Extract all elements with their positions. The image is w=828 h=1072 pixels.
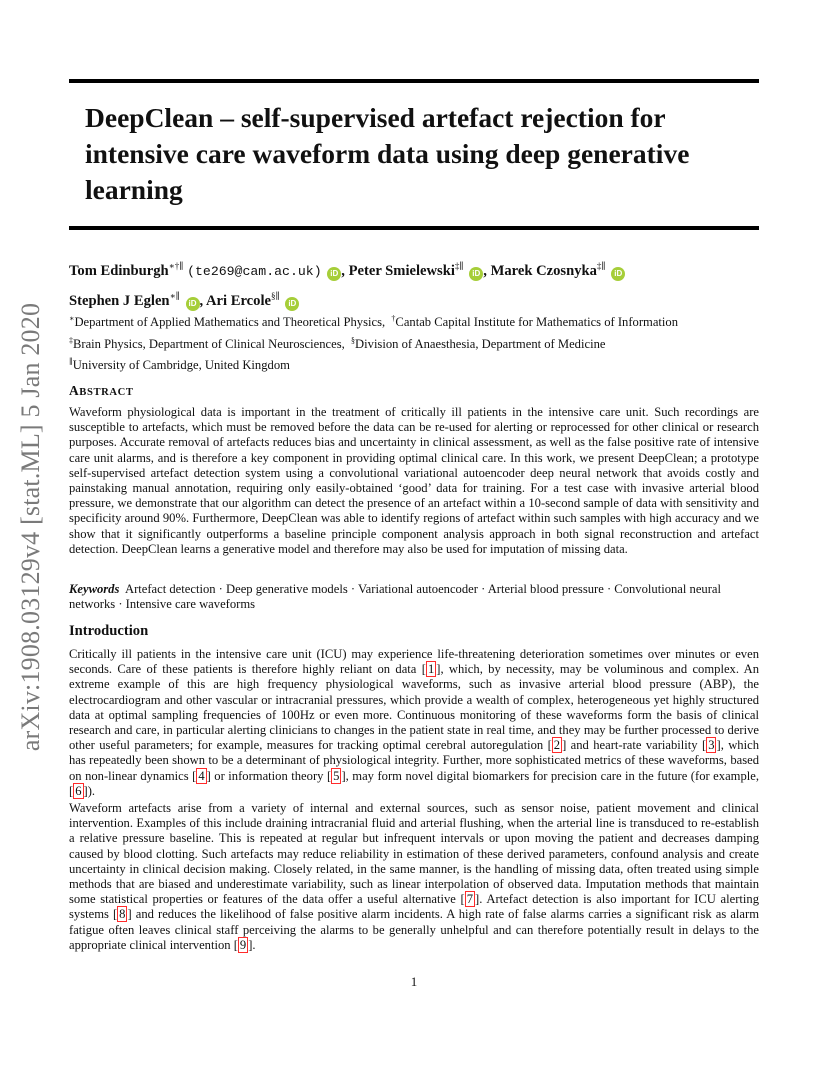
author-separator: , bbox=[341, 263, 345, 279]
author-name: Marek Czosnyka bbox=[490, 263, 597, 279]
paragraph-text: and heart-rate variability bbox=[566, 738, 702, 753]
affiliation-text: Brain Physics, Department of Clinical Neurosciences, bbox=[73, 336, 345, 351]
keywords-text: Artefact detection · Deep generative models · Variational autoencoder · Arterial blood pressure · Convolutional neural networks · Intensive care waveforms bbox=[69, 582, 721, 612]
author-marks: ∗∥ bbox=[169, 291, 180, 301]
paragraph-text: ). bbox=[87, 783, 96, 798]
arxiv-stamp-text: arXiv:1908.03129v4 [stat.ML] 5 Jan 2020 bbox=[16, 302, 45, 752]
title-bottom-rule bbox=[69, 226, 759, 230]
affiliation-mark: ∥ bbox=[69, 357, 73, 366]
author-separator: , bbox=[483, 263, 487, 279]
author-name: Tom Edinburgh bbox=[69, 263, 169, 279]
affiliation-text: University of Cambridge, United Kingdom bbox=[72, 358, 290, 372]
paragraph-text: . bbox=[252, 937, 256, 952]
author-marks: ‡∥ bbox=[596, 261, 606, 271]
abstract-text: Waveform physiological data is important in the treatment of critically ill patients in the intensive care unit. Such recordings are susceptible to artefacts, which must be removed before the data can be re-used for alerting or reprocessed for other clinical or research purposes. Accurate removal of artefacts reduces bias and uncertainty in clinical assessment, as well as the false positive rate of intensive care unit alarms, and is therefore a key component in providing optimal clinical care. In this work, we present DeepClean; a prototype self-supervised artefact detection system using a convolutional variational autoencoder deep neural network that avoids costly and painstaking manual annotation, requiring only easily-obtained ‘good’ data for training. For a test case with invasive arterial blood pressure, we demonstrate that our algorithm can detect the presence of an artefact within a 10-second sample of data with sensitivity and specificity around 90%. Furthermore, DeepClean was able to identify regions of artefact within such samples with high accuracy and we show that it significantly outperforms a baseline principle component analysis approach in both signal reconstruction and artefact detection. DeepClean learns a generative model and therefore may also be used for imputation of missing data. bbox=[69, 405, 759, 556]
intro-paragraph-2: Waveform artefacts arise from a variety of internal and external sources, such as sensor noise, patient movement and clinical intervention. Examples of this include draining intracranial fluid and arterial flushing, when the arterial line is transduced to re-establish a relative pressure baseline. This is repeated at regular but infrequent intervals or upon moving the patient and decreases damping caused by blood clotting. Such artefacts may reduce reliability in estimation of these derived parameters, confound analysis and create uncertainty in clinical decision making. Closely related, in the same manner, is the handling of missing data, often treated using simple methods that are biased and underestimate variability, such as linear interpolation of observed data. Imputation methods that maintain some statistical properties or features of the data offer a useful alternative [ 7 ]. Artefact detection is also important for ICU alerting systems [ 8 ] and reduces the likelihood of false positive alarm incidents. A high rate of false alarms carries a significant risk as alarm fatigue often leaves clinical staff perceiving the alarms to be generally unhelpful and can therefore potentially result in delays to the appropriate clinical intervention [ 9 ]. bbox=[69, 801, 759, 952]
affiliation-mark: ∗ bbox=[69, 314, 75, 323]
paragraph-text: , which has repeatedly been shown to be a determinant of physiological integrity. Further, more sophisticated metrics of these waveforms, based on non-linear dynamics bbox=[69, 738, 759, 783]
paragraph-text: , may form novel digital biomarkers for precision care in the future (for example, bbox=[345, 768, 759, 783]
arxiv-side-stamp bbox=[14, 292, 48, 762]
author-marks: ‡∥ bbox=[454, 261, 464, 271]
affiliation-line bbox=[69, 353, 759, 375]
citation-link[interactable]: 8 bbox=[119, 907, 126, 922]
top-rule bbox=[69, 79, 759, 83]
citation-link[interactable]: 4 bbox=[198, 768, 205, 783]
citation-link[interactable]: 3 bbox=[708, 738, 715, 753]
citation-link[interactable]: 1 bbox=[427, 662, 435, 677]
orcid-icon[interactable]: iD bbox=[611, 267, 625, 281]
author-line-1 bbox=[69, 254, 759, 284]
affiliation-line bbox=[69, 332, 759, 354]
author-email[interactable]: (te269@cam.ac.uk) bbox=[187, 264, 322, 279]
introduction-heading: Introduction bbox=[69, 623, 149, 639]
author-name: Stephen J Eglen bbox=[69, 293, 170, 309]
paragraph-text: , which, by necessity, may be voluminous and complex. An extreme example of this are high frequency physiological waveforms, such as invasive arterial blood pressure (ABP), the electrocardiogram and other vascular or intracranial pressures, which provide a wealth of complex, heterogeneous yet highly structured data at optimal sampling frequencies of 100Hz or even more. Continuous monitoring of these waveforms form the basis of clinical research and care, in particular alerting clinicians to changes in the patient state in real time, and they may be further processed to derive other useful parameters; for example, measures for tracking optimal cerebral autoregulation bbox=[69, 662, 760, 753]
author-line-2 bbox=[69, 284, 759, 313]
abstract-heading bbox=[69, 383, 134, 399]
citation-link[interactable]: 6 bbox=[75, 783, 82, 798]
paragraph-text: Waveform artefacts arise from a variety of internal and external sources, such as sensor noise, patient movement and clinical intervention. Examples of this include draining intracranial fluid and arterial flushing, when the arterial line is transduced to re-establish a relative pressure baseline. This is repeated at regular but infrequent intervals or upon moving the patient and decreases damping caused by blood clotting. Such artefacts may reduce reliability in estimation of these derived parameters, confound analysis and create uncertainty in clinical decision making. Closely related, in the same manner, is the handling of missing data, often treated using simple methods that are biased and underestimate variability, such as linear interpolation of observed data. Imputation methods that maintain some statistical properties or features of the data offer a useful alternative bbox=[69, 801, 759, 907]
orcid-icon[interactable]: iD bbox=[469, 267, 483, 281]
affiliation-mark: § bbox=[351, 335, 356, 345]
paragraph-text: Critically ill patients in the intensive care unit (ICU) may experience life-threatening deterioration sometimes over minutes or even seconds. Care of these patients is therefore highly reliant on data bbox=[69, 647, 759, 677]
orcid-icon[interactable]: iD bbox=[327, 267, 341, 281]
affiliation-text: Cantab Capital Institute for Mathematics of Information bbox=[395, 315, 679, 329]
affiliation-text: Department of Applied Mathematics and Theoretical Physics, bbox=[74, 315, 386, 329]
paper-title: DeepClean – self-supervised artefact rejection for intensive care waveform data using deep generative learning bbox=[85, 102, 690, 205]
keywords-label: Keywords bbox=[69, 582, 120, 596]
paragraph-text: or information theory bbox=[210, 768, 327, 783]
citation-link[interactable]: 7 bbox=[466, 892, 474, 907]
orcid-icon[interactable]: iD bbox=[285, 297, 299, 311]
affiliations bbox=[69, 310, 759, 375]
keywords-block bbox=[69, 582, 759, 612]
author-name: Ari Ercole bbox=[206, 293, 271, 309]
author-marks: ∗†∥ bbox=[168, 261, 184, 271]
paragraph-text: and reduces the likelihood of false positive alarm incidents. A high rate of false alarms carries a significant risk as alarm fatigue often leaves clinical staff perceiving the alarms to be generally unhelpful and can therefore potentially result in delays to the appropriate clinical intervention bbox=[69, 907, 759, 952]
author-name: Peter Smielewski bbox=[348, 263, 455, 279]
affiliation-mark: † bbox=[391, 314, 396, 323]
affiliation-mark: ‡ bbox=[69, 335, 73, 345]
affiliation-text: Division of Anaesthesia, Department of Medicine bbox=[355, 336, 606, 351]
author-separator: , bbox=[199, 293, 204, 309]
orcid-icon[interactable]: iD bbox=[186, 297, 200, 311]
author-list bbox=[69, 254, 759, 313]
abstract-heading-initial: A bbox=[69, 383, 80, 398]
citation-link[interactable]: 5 bbox=[333, 768, 340, 783]
affiliation-line bbox=[69, 310, 759, 332]
citation-link[interactable]: 2 bbox=[553, 738, 561, 753]
citation-link[interactable]: 9 bbox=[239, 937, 247, 952]
page-number: 1 bbox=[410, 974, 418, 989]
intro-paragraph-1: Critically ill patients in the intensive care unit (ICU) may experience life-threatening deterioration sometimes over minutes or even seconds. Care of these patients is therefore highly reliant on data [ 1 ], which, by necessity, may be voluminous and complex. An extreme example of this are high frequency physiological waveforms, such as invasive arterial blood pressure (ABP), the electrocardiogram and other vascular or intracranial pressures, which provide a wealth of complex, heterogeneous yet highly structured data at optimal sampling frequencies of 100Hz or even more. Continuous monitoring of these waveforms form the basis of clinical research and care, in particular alerting clinicians to changes in the patient state in real time, and they may be further processed to derive other useful parameters; for example, measures for tracking optimal cerebral autoregulation [ 2 ] and heart-rate variability [ 3 ], which has repeatedly been shown to be a determinant of physiological integrity. Further, more sophisticated metrics of these waveforms, based on non-linear dynamics [ 4 ] or information theory [ 5 ], may form novel digital biomarkers for precision care in the future (for example, [ 6 ]). bbox=[69, 647, 760, 798]
paragraph-text: . Artefact detection is also important for ICU alerting systems bbox=[69, 892, 759, 922]
abstract-heading-rest: BSTRACT bbox=[79, 387, 134, 398]
author-marks: §∥ bbox=[270, 291, 280, 301]
